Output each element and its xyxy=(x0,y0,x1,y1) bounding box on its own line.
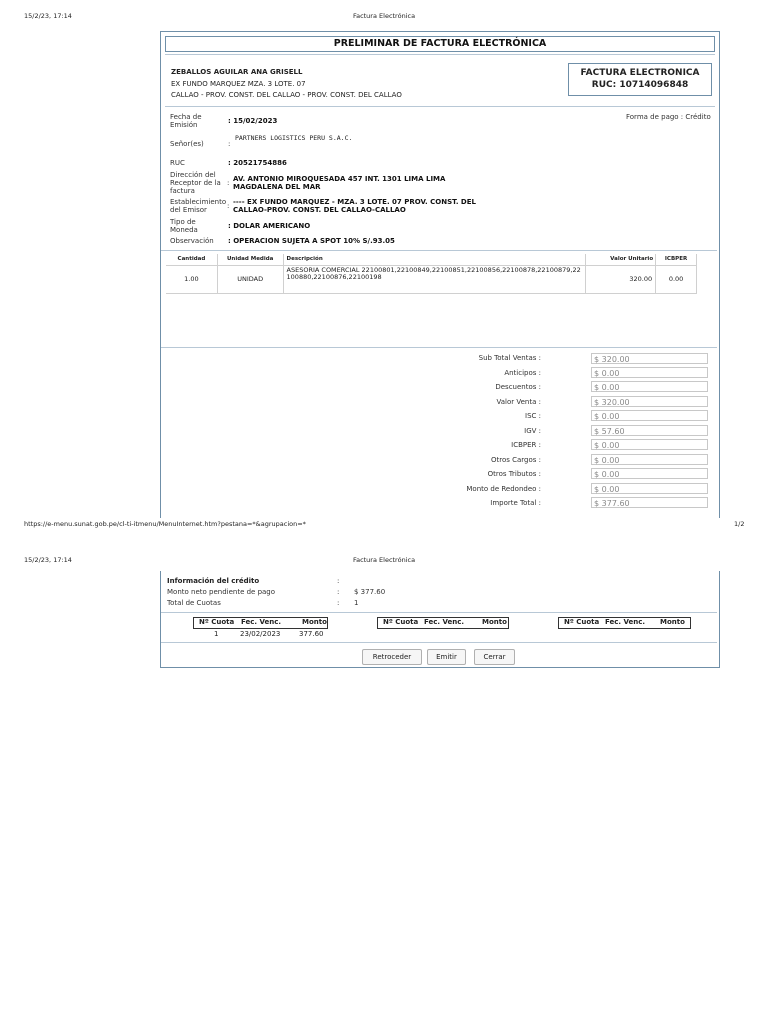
fecha-value: : 15/02/2023 xyxy=(228,117,278,125)
fecha-label: Fecha de Emisión xyxy=(170,113,202,129)
isc-label: ISC : xyxy=(525,412,541,420)
establecimiento-label: Establecimiento del Emisor xyxy=(170,198,227,214)
otros-cargos-label: Otros Cargos : xyxy=(490,456,541,464)
cell-cuota: 1 xyxy=(214,630,219,638)
doc-ruc: RUC: 10714096848 xyxy=(591,80,689,90)
emitir-button[interactable]: Emitir xyxy=(427,649,466,665)
descuentos-field[interactable]: $ 0.00 xyxy=(591,381,708,392)
print-url: https://e-menu.sunat.gob.pe/cl-ti-itmenu/MenuInternet.htm?pestana=*&agrupacion=* xyxy=(24,520,306,528)
observacion-value: : OPERACION SUJETA A SPOT 10% S/.93.05 xyxy=(228,237,395,245)
header-monto: Monto xyxy=(660,618,685,626)
direccion-colon: : xyxy=(227,179,230,187)
importe-total-field[interactable]: $ 377.60 xyxy=(591,497,708,508)
redondeo-field[interactable]: $ 0.00 xyxy=(591,483,708,494)
cuotas-table-header-2 xyxy=(377,617,509,629)
invoice-frame xyxy=(160,31,720,518)
otros-tributos-label: Otros Tributos : xyxy=(487,470,541,478)
ruc-label: RUC xyxy=(170,159,185,167)
moneda-label: Tipo de Moneda xyxy=(170,218,198,234)
valor-venta-field[interactable]: $ 320.00 xyxy=(591,396,708,407)
cell-descripcion: ASESORIA COMERCIAL 22100801,22100849,22100851,22100856,22100878,22100879,22100880,22100876,22100198 xyxy=(283,265,586,293)
issuer-address-2: CALLAO - PROV. CONST. DEL CALLAO - PROV. CONST. DEL CALLAO xyxy=(171,91,402,99)
issuer-address-1: EX FUNDO MARQUEZ MZA. 3 LOTE. 07 xyxy=(171,80,306,88)
print-page-number: 1/2 xyxy=(734,520,745,528)
cerrar-button[interactable]: Cerrar xyxy=(474,649,515,665)
senor-label: Señor(es) xyxy=(170,140,204,148)
retroceder-button[interactable]: Retroceder xyxy=(362,649,422,665)
cell-cantidad: 1.00 xyxy=(166,265,217,293)
observacion-label: Observación xyxy=(170,237,214,245)
print-datetime-p2: 15/2/23, 17:14 xyxy=(24,556,72,564)
header-fec-venc: Fec. Venc. xyxy=(605,618,646,626)
table-row xyxy=(166,265,697,293)
descuentos-label: Descuentos : xyxy=(495,383,541,391)
total-cuotas-colon: : xyxy=(337,599,340,607)
valor-venta-label: Valor Venta : xyxy=(496,398,541,406)
monto-pendiente-value: $ 377.60 xyxy=(354,588,386,596)
importe-total-label: Importe Total : xyxy=(490,499,541,507)
senor-colon: : xyxy=(228,140,231,148)
items-table xyxy=(166,254,697,294)
anticipos-label: Anticipos : xyxy=(504,369,541,377)
header-fec-venc: Fec. Venc. xyxy=(424,618,465,626)
credit-title-colon: : xyxy=(337,577,340,585)
invoice-heading: PRELIMINAR DE FACTURA ELECTRÓNICA xyxy=(333,38,547,49)
icbper-field[interactable]: $ 0.00 xyxy=(591,439,708,450)
cell-monto: 377.60 xyxy=(299,630,324,638)
senor-value: PARTNERS LOGISTICS PERU S.A.C. xyxy=(235,134,353,142)
subtotal-label: Sub Total Ventas : xyxy=(478,354,541,362)
header-monto: Monto xyxy=(302,618,327,626)
monto-pendiente-label: Monto neto pendiente de pago xyxy=(167,588,276,596)
cell-icbper: 0.00 xyxy=(656,265,697,293)
redondeo-label: Monto de Redondeo : xyxy=(466,485,541,493)
print-datetime: 15/2/23, 17:14 xyxy=(24,12,72,20)
icbper-label: ICBPER : xyxy=(511,441,541,449)
credit-title: Información del crédito xyxy=(167,577,260,585)
establecimiento-colon: : xyxy=(227,202,230,210)
print-title: Factura Electrónica xyxy=(352,12,416,20)
col-unidad: Unidad Medida xyxy=(217,254,283,265)
otros-cargos-field[interactable]: $ 0.00 xyxy=(591,454,708,465)
cell-unidad: UNIDAD xyxy=(217,265,283,293)
header-cuota: Nº Cuota xyxy=(199,618,235,626)
issuer-name: ZEBALLOS AGUILAR ANA GRISELL xyxy=(171,68,303,76)
establecimiento-value: ---- EX FUNDO MARQUEZ - MZA. 3 LOTE. 07 PROV. CONST. DEL CALLAO-PROV. CONST. DEL CALLAO-CALLAO xyxy=(233,198,476,214)
invoice-heading-bar xyxy=(165,36,715,52)
header-fec-venc: Fec. Venc. xyxy=(241,618,282,626)
col-icbper: ICBPER xyxy=(656,254,697,265)
doc-type: FACTURA ELECTRONICA xyxy=(580,68,700,78)
doc-type-box xyxy=(568,63,712,96)
cuotas-table-header-3 xyxy=(558,617,691,629)
otros-tributos-field[interactable]: $ 0.00 xyxy=(591,468,708,479)
total-cuotas-value: 1 xyxy=(354,599,359,607)
total-cuotas-label: Total de Cuotas xyxy=(167,599,221,607)
header-cuota: Nº Cuota xyxy=(564,618,600,626)
header-monto: Monto xyxy=(482,618,507,626)
isc-field[interactable]: $ 0.00 xyxy=(591,410,708,421)
cuotas-table-header-1 xyxy=(193,617,328,629)
igv-label: IGV : xyxy=(524,427,541,435)
col-valor-unitario: Valor Unitario xyxy=(586,254,656,265)
subtotal-field[interactable]: $ 320.00 xyxy=(591,353,708,364)
monto-pendiente-colon: : xyxy=(337,588,340,596)
col-descripcion: Descripción xyxy=(283,254,586,265)
direccion-label: Dirección del Receptor de la factura xyxy=(170,171,221,195)
header-cuota: Nº Cuota xyxy=(383,618,419,626)
direccion-value: AV. ANTONIO MIROQUESADA 457 INT. 1301 LIMA LIMA MAGDALENA DEL MAR xyxy=(233,175,446,191)
moneda-value: : DOLAR AMERICANO xyxy=(228,222,311,230)
igv-field[interactable]: $ 57.60 xyxy=(591,425,708,436)
forma-pago: Forma de pago : Crédito xyxy=(626,113,711,121)
col-cantidad: Cantidad xyxy=(166,254,217,265)
anticipos-field[interactable]: $ 0.00 xyxy=(591,367,708,378)
print-title-p2: Factura Electrónica xyxy=(352,556,416,564)
cell-fecha: 23/02/2023 xyxy=(240,630,281,638)
ruc-value: : 20521754886 xyxy=(228,159,287,167)
cell-valor-unitario: 320.00 xyxy=(586,265,656,293)
